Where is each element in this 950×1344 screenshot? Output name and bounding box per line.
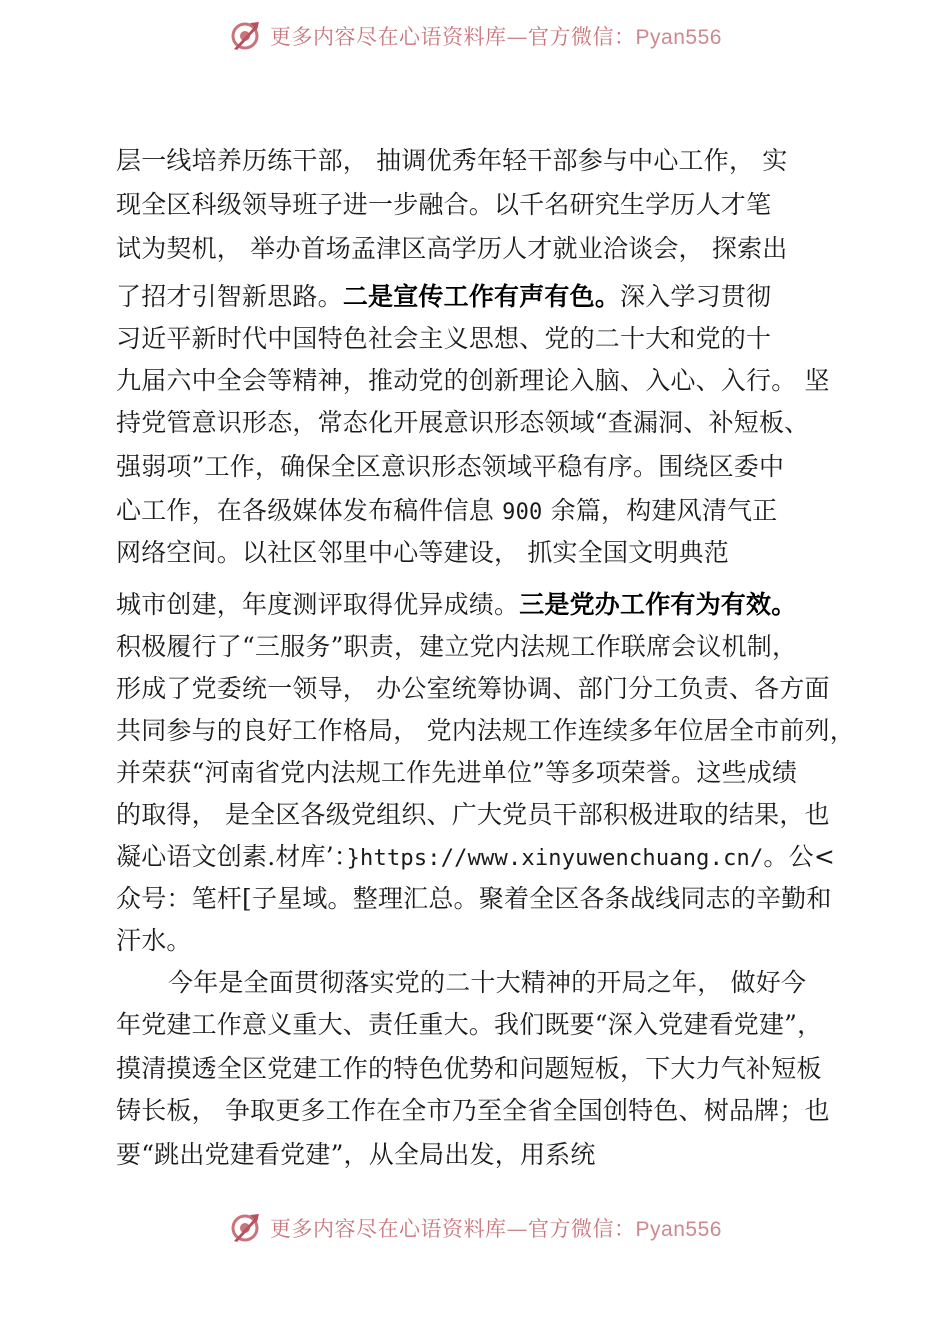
text-span: 心工作，在各级媒体发布稿件信息 — [116, 496, 503, 525]
text-line: 层一线培养历练干部， 抽调优秀年轻干部参与中心工作， 实 — [116, 146, 788, 175]
text-line: 汗水。 — [116, 926, 192, 955]
section-heading-propaganda: 二是宣传工作有声有色。 — [342, 282, 621, 311]
footer-banner-wechat-id: Pyan556 — [635, 1218, 722, 1241]
quill-logo-icon — [228, 1211, 262, 1245]
text-line: 网络空间。以社区邻里中心等建设， 抓实全国文明典范 — [116, 538, 729, 567]
header-watermark-banner — [0, 16, 950, 56]
text-line — [116, 588, 796, 622]
footer-watermark-banner — [0, 1208, 950, 1248]
text-line: 形成了党委统一领导， 办公室统筹协调、部门分工负责、各方面 — [116, 674, 830, 703]
text-line: 试为契机， 举办首场孟津区高学历人才就业洽谈会， 探索出 — [116, 234, 788, 263]
text-span: 城市创建，年度测评取得优异成绩。 — [116, 590, 520, 619]
text-line: 并荣获“河南省党内法规工作先进单位”等多项荣誉。这些成绩 — [116, 758, 798, 787]
text-line: 铸长板， 争取更多工作在全市乃至全省全国创特色、树品牌；也 — [116, 1096, 830, 1125]
footer-banner-main: 更多内容尽在心语资料库 — [270, 1217, 507, 1241]
text-line: 积极履行了“三服务”职责，建立党内法规工作联席会议机制， — [116, 632, 798, 661]
header-banner-wechat-id: Pyan556 — [635, 26, 722, 49]
text-line: 众号：笔杆[子星域。整理汇总。聚着全区各条战线同志的辛勤和 — [116, 884, 832, 913]
url-text: }https://www.xinyuwenchuang.cn/ — [346, 846, 764, 871]
text-line: 共同参与的良好工作格局， 党内法规工作连续多年位居全市前列， — [116, 716, 855, 745]
header-banner-text — [270, 21, 722, 51]
number-span: 900 — [502, 500, 543, 525]
text-line: 摸清摸透全区党建工作的特色优势和问题短板，下大力气补短板 — [116, 1054, 822, 1083]
text-line — [116, 280, 771, 314]
header-banner-separator: — — [506, 25, 529, 49]
text-span: 深入学习贯彻 — [620, 282, 772, 311]
text-line: 现全区科级领导班子进一步融合。以千名研究生学历人才笔 — [116, 190, 772, 219]
text-line: 年党建工作意义重大、责任重大。我们既要“深入党建看党建”， — [116, 1010, 823, 1039]
text-line: 九届六中全会等精神，推动党的创新理论入脑、入心、入行。 坚 — [116, 366, 830, 395]
footer-banner-separator: — — [506, 1217, 529, 1241]
text-span: 。公< — [763, 842, 835, 871]
text-line-indented: 今年是全面贯彻落实党的二十大精神的开局之年， 做好今 — [168, 968, 807, 997]
header-banner-wechat-label: 官方微信： — [528, 25, 636, 49]
text-line: 要“跳出党建看党建”，从全局出发，用系统 — [116, 1140, 596, 1169]
text-line — [116, 840, 835, 874]
quill-logo-icon — [228, 19, 262, 53]
text-line: 的取得， 是全区各级党组织、广大党员干部积极进取的结果，也 — [116, 800, 830, 829]
text-line — [116, 494, 777, 528]
text-line: 习近平新时代中国特色社会主义思想、党的二十大和党的十 — [116, 324, 772, 353]
text-span: 了招才引智新思路。 — [116, 282, 343, 311]
text-span: 余篇，构建风清气正 — [542, 496, 778, 525]
footer-banner-text — [270, 1213, 722, 1243]
footer-banner-wechat-label: 官方微信： — [528, 1217, 636, 1241]
header-banner-main: 更多内容尽在心语资料库 — [270, 25, 507, 49]
text-line: 强弱项”工作，确保全区意识形态领域平稳有序。围绕区委中 — [116, 452, 785, 481]
section-heading-party-office: 三是党办工作有为有效。 — [519, 590, 797, 619]
text-line: 持党管意识形态，常态化开展意识形态领域“查漏洞、补短板、 — [116, 408, 810, 437]
text-span: 凝心语文创素.材库’： — [116, 842, 347, 871]
